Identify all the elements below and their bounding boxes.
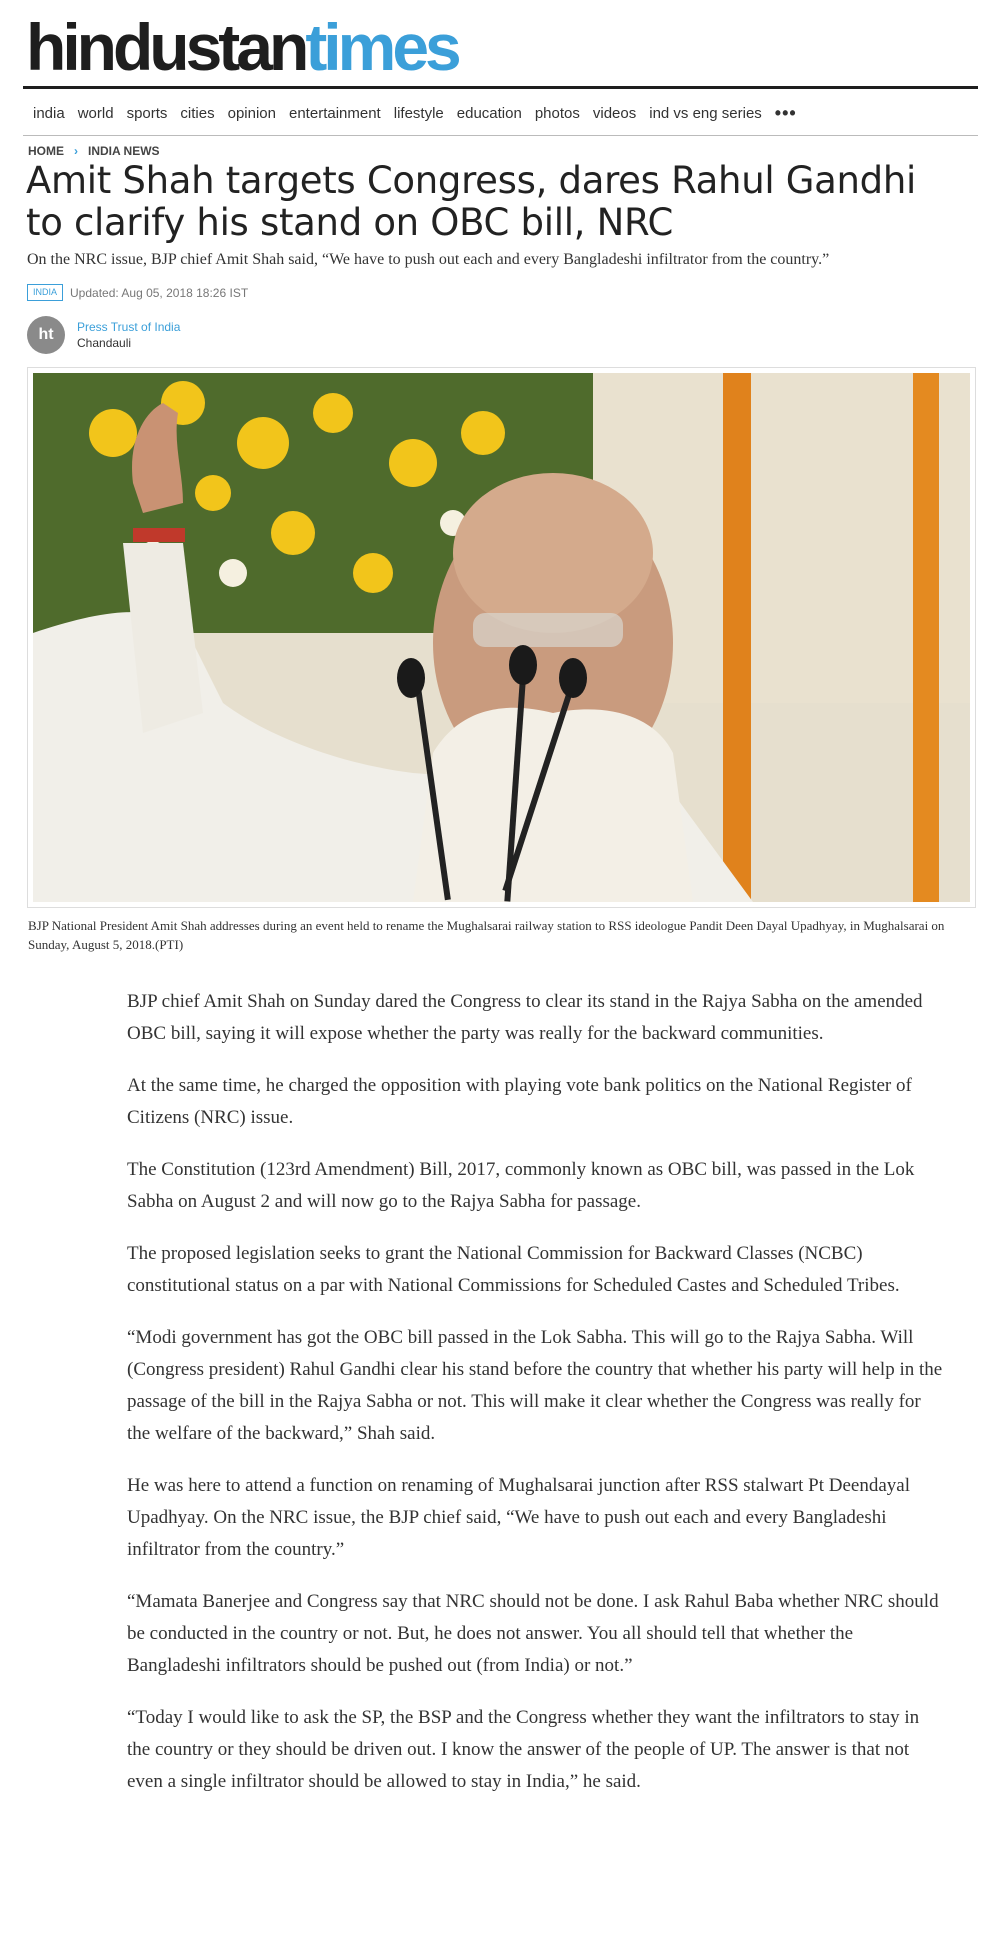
nav-divider [23, 135, 978, 136]
article-paragraph: He was here to attend a function on renaming of Mughalsarai junction after RSS stalwart Pt Deendayal Upadhyay. On the NRC issue, the BJP chief said, “We have to push out each and every Bangladeshi infiltrator from the country.” [127, 1475, 910, 1560]
nav-item-opinion[interactable]: opinion [227, 104, 276, 122]
author-avatar: ht [27, 316, 65, 354]
updated-timestamp: Updated: Aug 05, 2018 18:26 IST [70, 285, 249, 300]
lead-image-illustration [33, 373, 970, 902]
article-paragraph: “Mamata Banerjee and Congress say that NRC should not be done. I ask Rahul Baba whether NRC should be conducted in the country or not. But, he does not answer. You all should tell that whether the Bangladeshi infiltrators should be pushed out (from India) or not.” [127, 1591, 939, 1676]
article-paragraph: The Constitution (123rd Amendment) Bill, 2017, commonly known as OBC bill, was passed in the Lok Sabha on August 2 and will now go to the Rajya Sabha for passage. [127, 1159, 915, 1212]
main-nav [23, 91, 978, 135]
article-paragraph: At the same time, he charged the opposition with playing vote bank politics on the National Register of Citizens (NRC) issue. [127, 1075, 912, 1128]
header-divider [23, 86, 978, 89]
article-headline: Amit Shah targets Congress, dares Rahul Gandhi to clarify his stand on OBC bill, NRC [26, 159, 916, 244]
image-caption: BJP National President Amit Shah addresses during an event held to rename the Mughalsarai railway station to RSS ideologue Pandit Deen Dayal Upadhyay, in Mughalsarai on Sunday, August 5, 2018.(PTI) [28, 918, 945, 952]
more-menu-icon[interactable]: ••• [774, 102, 797, 123]
article-paragraph: BJP chief Amit Shah on Sunday dared the Congress to clear its stand in the Rajya Sabha on the amended OBC bill, saying it will expose whether the party was really for the backward communities. [127, 991, 923, 1044]
article-paragraph: “Today I would like to ask the SP, the BSP and the Congress whether they want the infiltrators to stay in the country or they should be driven out. I know the answer of the people of UP. The answer is that not even a single infiltrator should be allowed to stay in India,” he said. [127, 1707, 920, 1792]
author-byline [27, 316, 180, 354]
nav-item-videos[interactable]: videos [592, 104, 637, 122]
article-standfirst: On the NRC issue, BJP chief Amit Shah said, “We have to push out each and every Bangladeshi infiltrator from the country.” [27, 251, 830, 268]
logo-part-times: times [305, 10, 458, 84]
article-meta [27, 284, 248, 301]
breadcrumb [28, 144, 160, 158]
dateline-location: Chandauli [77, 336, 132, 350]
nav-item-sports[interactable]: sports [126, 104, 168, 122]
lead-image[interactable] [33, 373, 970, 902]
breadcrumb-home[interactable]: HOME [28, 144, 64, 158]
nav-item-cities[interactable]: cities [180, 104, 215, 122]
chevron-right-icon: › [74, 144, 78, 158]
nav-item-india[interactable]: india [33, 104, 65, 122]
nav-item-education[interactable]: education [456, 104, 522, 122]
author-name[interactable]: Press Trust of India [77, 320, 181, 334]
article-paragraph: “Modi government has got the OBC bill passed in the Lok Sabha. This will go to the Rajya Sabha. Will (Congress president) Rahul Gandhi clear his stand before the country that whether his party will help in the passage of the bill in the Rajya Sabha or not. This will make it clear whether the Congress was really for the welfare of the backward,” Shah said. [127, 1327, 943, 1444]
article-paragraph: The proposed legislation seeks to grant the National Commission for Backward Classes (NCBC) constitutional status on a par with National Commissions for Scheduled Castes and Scheduled Tribes. [127, 1243, 900, 1296]
article-body [127, 986, 947, 1818]
nav-item-photos[interactable]: photos [534, 104, 580, 122]
nav-item-world[interactable]: world [77, 104, 114, 122]
lead-image-frame [27, 367, 976, 908]
nav-item-ind-vs-eng-series[interactable]: ind vs eng series [649, 104, 762, 122]
section-tag[interactable]: INDIA [27, 284, 63, 301]
breadcrumb-india-news[interactable]: INDIA NEWS [88, 144, 160, 158]
nav-item-entertainment[interactable]: entertainment [289, 104, 381, 122]
nav-item-lifestyle[interactable]: lifestyle [393, 104, 444, 122]
site-logo[interactable] [26, 12, 458, 82]
logo-part-hindustan: hindustan [26, 10, 306, 84]
